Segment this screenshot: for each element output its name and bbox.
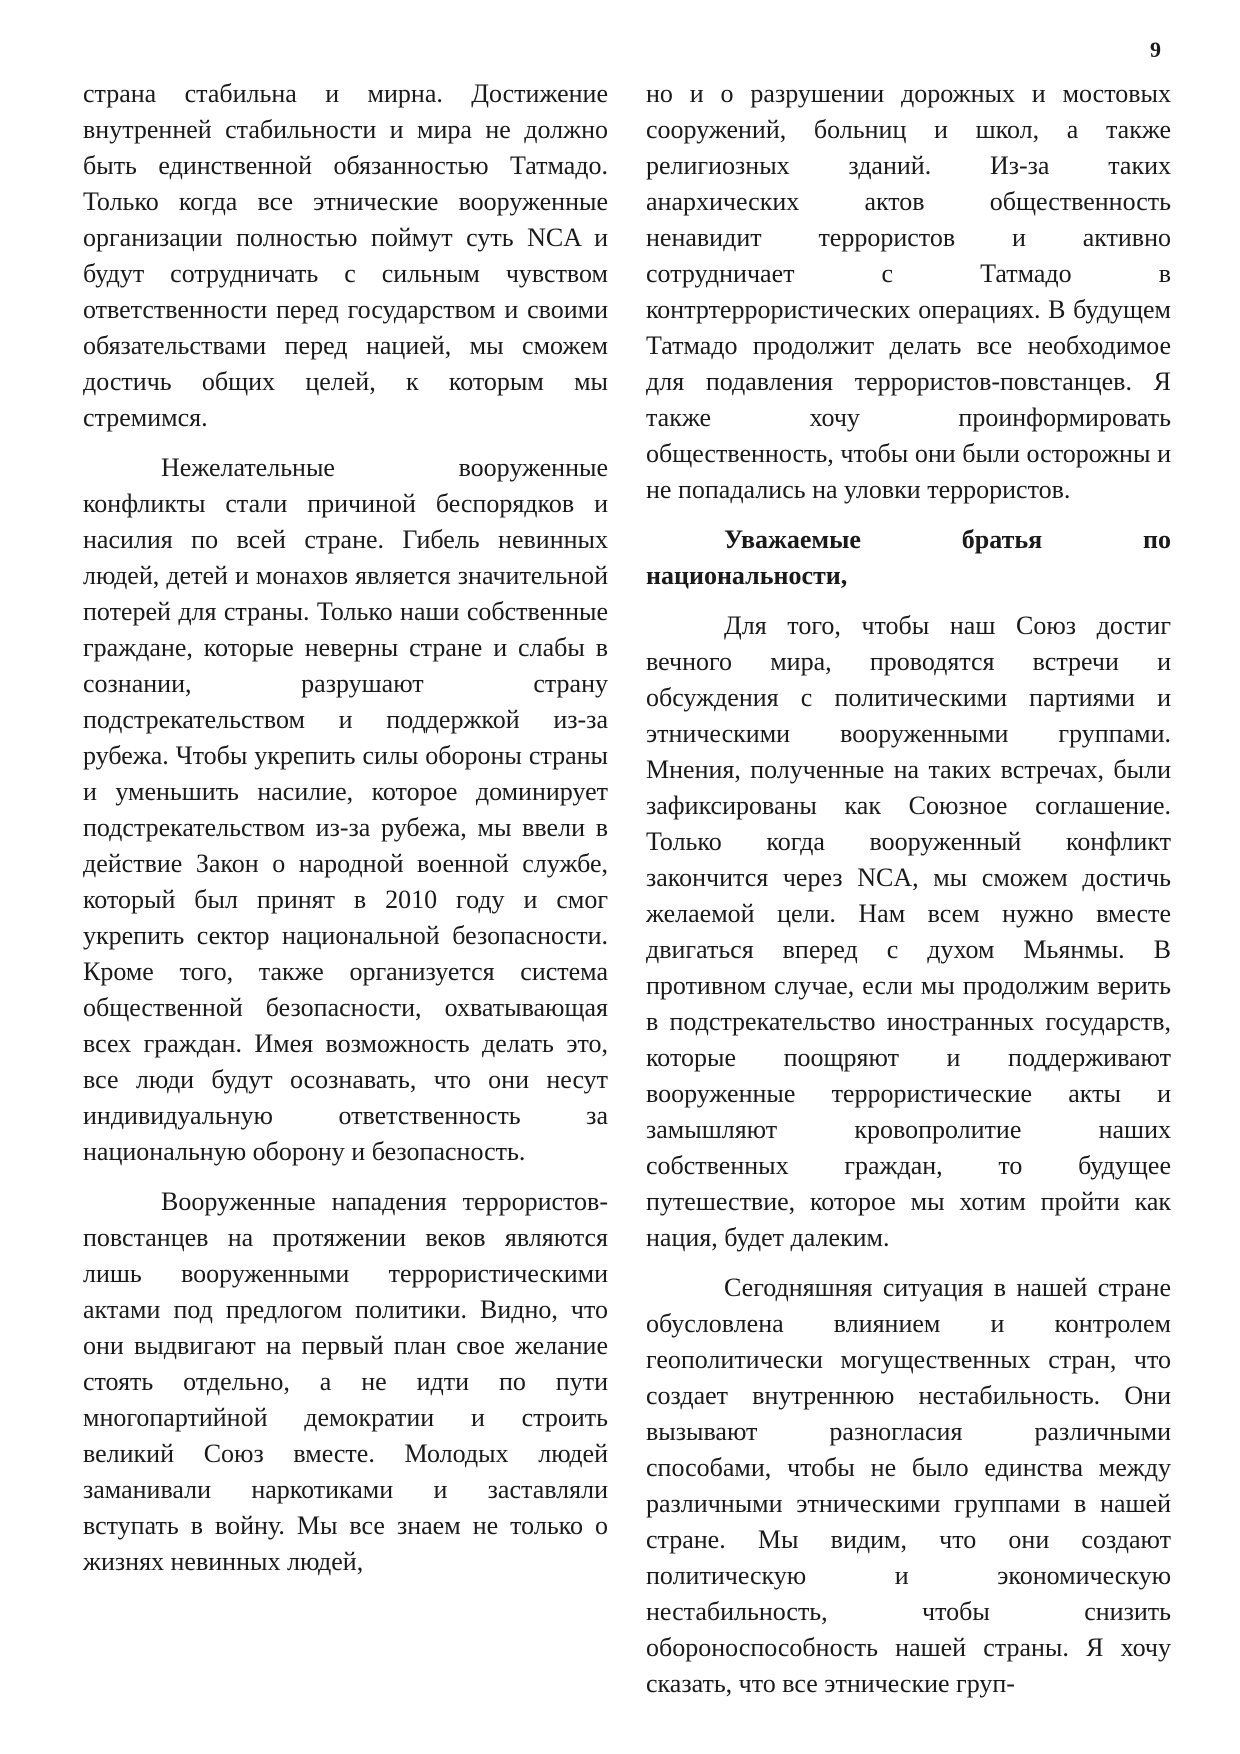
paragraph: но и о разрушении дорожных и мостовых сооружений, больниц и школ, а также религиозных зданий. Из-за таких анархических актов общественность ненавидит террористов и активно сотрудничает с Татмадо в контртеррористических операциях. В будущем Татмадо продолжит делать все необходимое для подавления террористов-повстанцев. Я также хочу проинформировать общественность, чтобы они были осторожны и не попадались на уловки террористов. <box>646 79 1171 504</box>
paragraph: страна стабильна и мирна. Достижение внутренней стабильности и мира не должно быть единственной обязанностью Татмадо. Только когда все этнические вооруженные организации полностью поймут суть NCA и будут сотрудничать с сильным чувством ответственности перед государством и своими обязательствами перед нацией, мы сможем достичь общих целей, к которым мы стремимся. <box>83 79 608 432</box>
section-heading: Уважаемые братья по национальности, <box>646 525 1171 590</box>
paragraph: Для того, чтобы наш Союз достиг вечного мира, проводятся встречи и обсуждения с политическими партиями и этническими вооруженными группами. Мнения, полученные на таких встречах, были зафиксированы как Союзное соглашение. Только когда вооруженный конфликт закончится через NCA, мы сможем достичь желаемой цели. Нам всем нужно вместе двигаться вперед с духом Мьянмы. В противном случае, если мы продолжим верить в подстрекательство иностранных государств, которые поощряют и поддерживают вооруженные террористические акты и замышляют кровопролитие наших собственных граждан, то будущее путешествие, которое мы хотим пройти как нация, будет далеким. <box>646 611 1171 1252</box>
left-column <box>83 76 608 1580</box>
paragraph: Сегодняшняя ситуация в нашей стране обусловлена влиянием и контролем геополитически могущественных стран, что создает внутреннюю нестабильность. Они вызывают разногласия различными способами, чтобы не было единства между различными этническими группами в нашей стране. Мы видим, что они создают политическую и экономическую нестабильность, чтобы снизить обороноспособность нашей страны. Я хочу сказать, что все этнические груп- <box>646 1273 1171 1698</box>
page-number: 9 <box>1150 37 1161 62</box>
right-column <box>646 76 1171 1702</box>
paragraph: Нежелательные вооруженные конфликты стали причиной беспорядков и насилия по всей стране. Гибель невинных людей, детей и монахов является значительной потерей для страны. Только наши собственные граждане, которые неверны стране и слабы в сознании, разрушают страну подстрекательством и поддержкой из-за рубежа. Чтобы укрепить силы обороны страны и уменьшить насилие, которое доминирует подстрекательством из-за рубежа, мы ввели в действие Закон о народной военной службе, который был принят в 2010 году и смог укрепить сектор национальной безопасности. Кроме того, также организуется система общественной безопасности, охватывающая всех граждан. Имея возможность делать это, все люди будут осознавать, что они несут индивидуальную ответственность за национальную оборону и безопасность. <box>83 453 608 1166</box>
paragraph: Вооруженные нападения террористов-повстанцев на протяжении веков являются лишь вооруженными террористическими актами под предлогом политики. Видно, что они выдвигают на первый план свое желание стоять отдельно, а не идти по пути многопартийной демократии и строить великий Союз вместе. Молодых людей заманивали наркотиками и заставляли вступать в войну. Мы все знаем не только о жизнях невинных людей, <box>83 1187 608 1576</box>
